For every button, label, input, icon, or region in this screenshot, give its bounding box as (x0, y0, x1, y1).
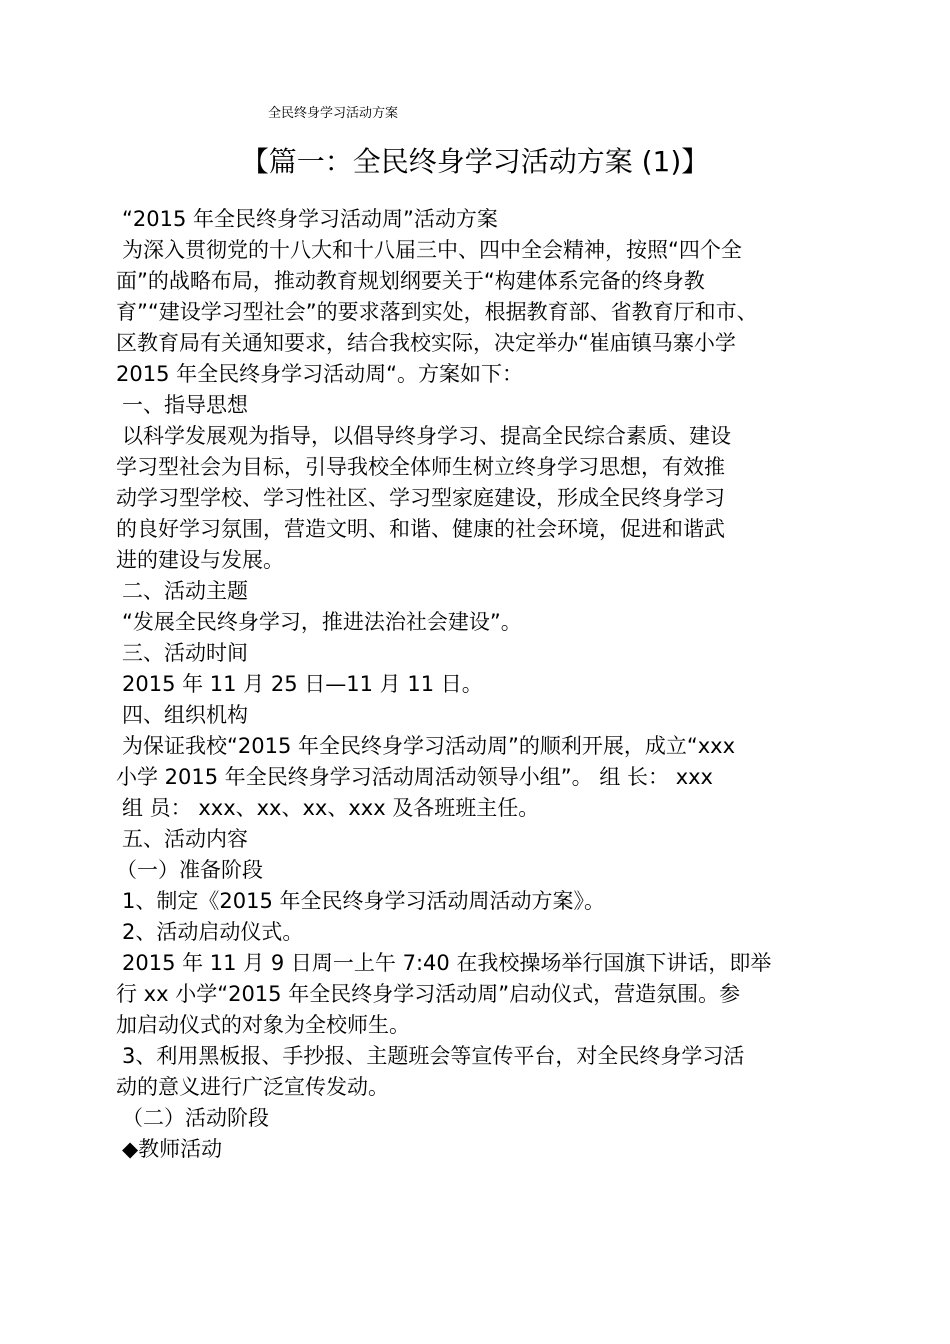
paragraph-line: “发展全民终身学习，推进法治社会建设”。 (122, 610, 522, 634)
paragraph-line: 2015 年全民终身学习活动周“。方案如下： (116, 362, 523, 386)
list-item: 1、制定《2015 年全民终身学习活动周活动方案》。 (122, 889, 605, 913)
section-heading: 一、指导思想 (122, 393, 248, 417)
paragraph-line: 为深入贯彻党的十八大和十八届三中、四中全会精神，按照“四个全 (122, 238, 742, 262)
paragraph-line: 加启动仪式的对象为全校师生。 (116, 1013, 410, 1037)
running-header: 全民终身学习活动方案 (268, 106, 399, 121)
document-body (116, 204, 841, 1165)
paragraph-line: 行 xx 小学“2015 年全民终身学习活动周”启动仪式，营造氛围。参 (116, 982, 741, 1006)
section-heading: 二、活动主题 (122, 579, 248, 603)
section-heading: 四、组织机构 (122, 703, 248, 727)
paragraph-line: 动学习型学校、学习性社区、学习型家庭建设，形成全民终身学习 (116, 486, 725, 510)
paragraph-line: 组 员： xxx、xx、xx、xxx 及各班班主任。 (122, 796, 540, 820)
paragraph-line: 2015 年 11 月 25 日—11 月 11 日。 (122, 672, 483, 696)
paragraph-line: 学习型社会为目标，引导我校全体师生树立终身学习思想，有效推 (116, 455, 725, 479)
paragraph-line: 小学 2015 年全民终身学习活动周活动领导小组”。 组 长： xxx (116, 765, 713, 789)
paragraph-line: 动的意义进行广泛宣传发动。 (116, 1075, 389, 1099)
paragraph-line: 的良好学习氛围，营造文明、和谐、健康的社会环境，促进和谐武 (116, 517, 725, 541)
list-item: 2、活动启动仪式。 (122, 920, 304, 944)
subsection-heading: （二）活动阶段 (122, 1106, 269, 1130)
subsection-heading: （一）准备阶段 (116, 858, 263, 882)
paragraph-line: 为保证我校“2015 年全民终身学习活动周”的顺利开展，成立“xxx (122, 734, 736, 758)
paragraph-line: 区教育局有关通知要求，结合我校实际，决定举办“崔庙镇马寨小学 (116, 331, 736, 355)
paragraph-line: 面”的战略布局，推动教育规划纲要关于“构建体系完备的终身教 (116, 269, 705, 293)
subtitle-line: “2015 年全民终身学习活动周”活动方案 (122, 207, 498, 231)
section-heading: 五、活动内容 (122, 827, 248, 851)
paragraph-line: 育”“建设学习型社会”的要求落到实处，根据教育部、省教育厅和市、 (116, 300, 758, 324)
list-item: 3、利用黑板报、手抄报、主题班会等宣传平台，对全民终身学习活 (122, 1044, 745, 1068)
document-title: 【篇一：全民终身学习活动方案 (1)】 (240, 145, 710, 178)
paragraph-line: 进的建设与发展。 (116, 548, 284, 572)
paragraph-line: 以科学发展观为指导，以倡导终身学习、提高全民综合素质、建设 (122, 424, 731, 448)
paragraph-line: 2015 年 11 月 9 日周一上午 7:40 在我校操场举行国旗下讲话，即举 (122, 951, 772, 975)
section-heading: 三、活动时间 (122, 641, 248, 665)
bullet-heading: ◆教师活动 (122, 1137, 223, 1161)
